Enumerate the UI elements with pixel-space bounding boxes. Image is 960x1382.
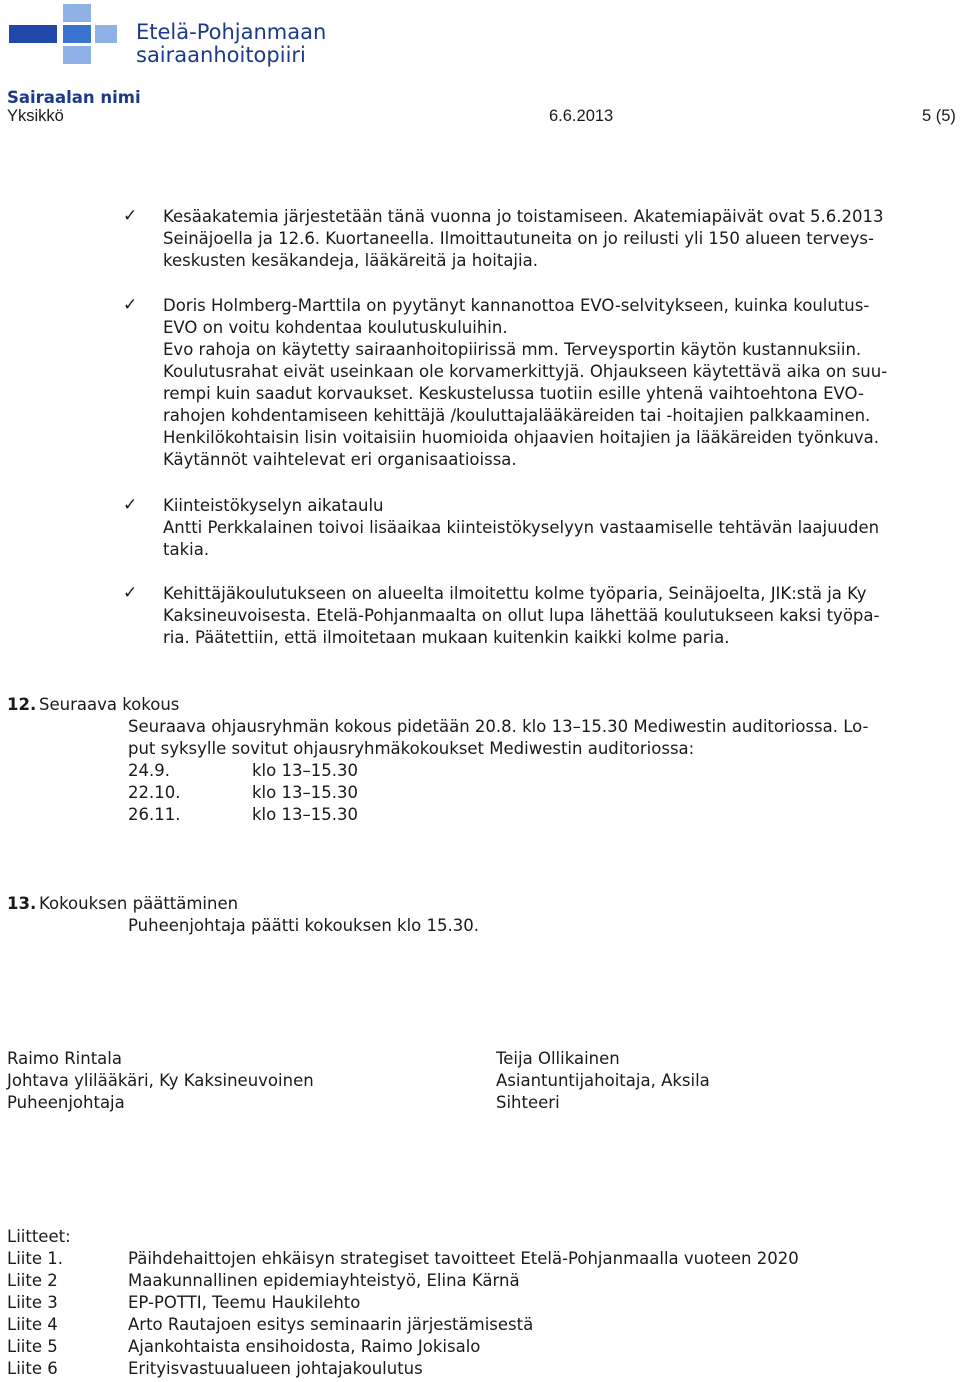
hospital-district-logo bbox=[0, 0, 327, 70]
section-text-line: Puheenjohtaja päätti kokouksen klo 15.30. bbox=[128, 916, 480, 935]
logo-block bbox=[63, 4, 91, 22]
section-title: Seuraava kokous bbox=[39, 695, 180, 714]
bullet-line: ria. Päätettiin, että ilmoitetaan mukaan kuitenkin kaikki kolme paria. bbox=[163, 628, 730, 647]
signer-name: Raimo Rintala bbox=[7, 1049, 122, 1068]
bullet-line: Kehittäjäkoulutukseen on alueelta ilmoitettu kolme työparia, Seinäjoelta, JIK:stä ja Ky bbox=[163, 584, 867, 603]
attachment-label: Liite 3 bbox=[7, 1293, 58, 1312]
meeting-time: klo 13–15.30 bbox=[252, 783, 358, 802]
bullet-line: Seinäjoella ja 12.6. Kuortaneella. Ilmoittautuneita on jo reilusti yli 150 alueen terveys- bbox=[163, 229, 874, 248]
checkmark-icon: ✓ bbox=[123, 583, 138, 603]
attachment-title: Ajankohtaista ensihoidosta, Raimo Jokisalo bbox=[128, 1337, 481, 1356]
unit-label: Yksikkö bbox=[7, 107, 64, 125]
attachment-label: Liite 2 bbox=[7, 1271, 58, 1290]
signer-name: Teija Ollikainen bbox=[496, 1049, 620, 1068]
meeting-time: klo 13–15.30 bbox=[252, 761, 358, 780]
attachment-label: Liite 5 bbox=[7, 1337, 58, 1356]
logo-cross-icon bbox=[5, 3, 117, 65]
attachment-label: Liite 6 bbox=[7, 1359, 58, 1378]
logo-block bbox=[95, 25, 117, 43]
bullet-line: Kiinteistökyselyn aikataulu bbox=[163, 496, 384, 515]
section-number: 13. bbox=[7, 894, 37, 913]
bullet-line: Doris Holmberg-Marttila on pyytänyt kannanottoa EVO-selvitykseen, kuinka koulutus- bbox=[163, 296, 870, 315]
meeting-date: 22.10. bbox=[128, 783, 181, 802]
meeting-date: 26.11. bbox=[128, 805, 181, 824]
checkmark-icon: ✓ bbox=[123, 495, 138, 515]
meeting-date: 24.9. bbox=[128, 761, 170, 780]
attachments-heading: Liitteet: bbox=[7, 1227, 71, 1246]
signer-title: Asiantuntijahoitaja, Aksila bbox=[496, 1071, 710, 1090]
section-text-line: Seuraava ohjausryhmän kokous pidetään 20.8. klo 13–15.30 Mediwestin auditoriossa. Lo- bbox=[128, 717, 869, 736]
attachment-title: Maakunnallinen epidemiayhteistyö, Elina Kärnä bbox=[128, 1271, 520, 1290]
attachment-title: Päihdehaittojen ehkäisyn strategiset tavoitteet Etelä-Pohjanmaalla vuoteen 2020 bbox=[128, 1249, 799, 1268]
logo-block bbox=[63, 25, 91, 43]
checkmark-icon: ✓ bbox=[123, 206, 138, 226]
attachment-label: Liite 1. bbox=[7, 1249, 63, 1268]
section-text-line: put syksylle sovitut ohjausryhmäkokoukset Mediwestin auditoriossa: bbox=[128, 739, 695, 758]
signer-role: Puheenjohtaja bbox=[7, 1093, 125, 1112]
document-date: 6.6.2013 bbox=[549, 107, 614, 125]
bullet-line: rahojen kohdentamiseen kehittäjä /kouluttajalääkäreiden tai -hoitajien palkkaaminen. bbox=[163, 406, 871, 425]
attachment-title: EP-POTTI, Teemu Haukilehto bbox=[128, 1293, 361, 1312]
bullet-line: Kesäakatemia järjestetään tänä vuonna jo toistamiseen. Akatemiapäivät ovat 5.6.2013 bbox=[163, 207, 884, 226]
bullet-line: Evo rahoja on käytetty sairaanhoitopiirissä mm. Terveysportin käytön kustannuksiin. bbox=[163, 340, 862, 359]
bullet-line: takia. bbox=[163, 540, 210, 559]
bullet-line: EVO on voitu kohdentaa koulutuskuluihin. bbox=[163, 318, 508, 337]
signature-right bbox=[496, 1048, 710, 1114]
logo-line-1: Etelä-Pohjanmaan bbox=[136, 20, 327, 44]
page-number: 5 (5) bbox=[922, 107, 956, 125]
signer-title: Johtava ylilääkäri, Ky Kaksineuvoinen bbox=[7, 1071, 314, 1090]
bullet-line: Käytännöt vaihtelevat eri organisaatioissa. bbox=[163, 450, 517, 469]
bullet-line: Kaksineuvoisesta. Etelä-Pohjanmaalta on ollut lupa lähettää koulutukseen kaksi työpa- bbox=[163, 606, 880, 625]
attachment-label: Liite 4 bbox=[7, 1315, 58, 1334]
bullet-line: Henkilökohtaisin lisin voitaisiin huomioida ohjaavien hoitajien ja lääkäreiden työnkuva. bbox=[163, 428, 880, 447]
attachment-title: Arto Rautajoen esitys seminaarin järjestämisestä bbox=[128, 1315, 534, 1334]
bullet-line: keskusten kesäkandeja, lääkäreitä ja hoitajia. bbox=[163, 251, 538, 270]
logo-line-2: sairaanhoitopiiri bbox=[136, 43, 306, 67]
bullet-line: rempi kuin saadut korvaukset. Keskustelussa tuotiin esille yhtenä vaihtoehtona EVO- bbox=[163, 384, 864, 403]
bullet-line: Koulutusrahat eivät useinkaan ole korvamerkittyjä. Ohjaukseen käytettävä aika on suu- bbox=[163, 362, 888, 381]
signature-left bbox=[7, 1048, 314, 1114]
logo-block bbox=[63, 46, 91, 64]
logo-block bbox=[9, 25, 57, 43]
bullet-line: Antti Perkkalainen toivoi lisäaikaa kiinteistökyselyyn vastaamiselle tehtävän laajuuden bbox=[163, 518, 880, 537]
attachment-title: Erityisvastuualueen johtajakoulutus bbox=[128, 1359, 423, 1378]
signer-role: Sihteeri bbox=[496, 1093, 560, 1112]
checkmark-icon: ✓ bbox=[123, 295, 138, 315]
meeting-time: klo 13–15.30 bbox=[252, 805, 358, 824]
section-number: 12. bbox=[7, 695, 37, 714]
organization-name: Sairaalan nimi bbox=[7, 88, 141, 107]
section-title: Kokouksen päättäminen bbox=[39, 894, 239, 913]
